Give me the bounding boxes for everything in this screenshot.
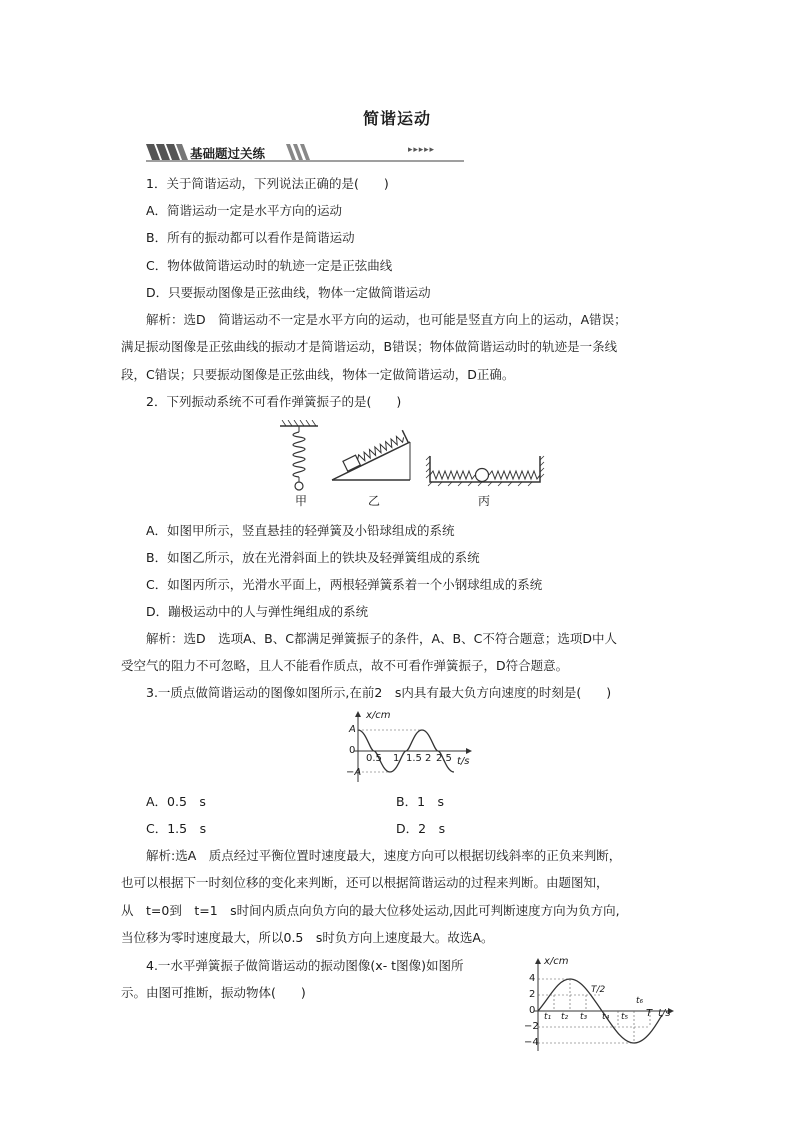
q1-explanation-2: 满足振动图像是正弦曲线的振动才是简谐运动，B错误；物体做简谐运动时的轨迹是一条线 [121, 339, 618, 354]
q4-ytick-neg2: −2 [524, 1021, 539, 1032]
q4-mark-period: T [646, 1008, 653, 1019]
incline-spring-diagram [332, 430, 410, 480]
q4-mark-t5: t₅ [621, 1012, 629, 1022]
q3-explanation-2: 也可以根据下一时刻位移的变化来判断，还可以根据简谐运动的过程来判断。由题图知， [121, 875, 609, 890]
q2-option-c: C．如图丙所示，光滑水平面上，两根轻弹簧系着一个小钢球组成的系统 [146, 577, 543, 592]
q4-ytick-4: 4 [529, 973, 536, 984]
q2-explanation-1: 解析：选D 选项A、B、C都满足弹簧振子的条件，A、B、C不符合题意；选项D中人 [146, 631, 617, 646]
q4-mark-half-period: T/2 [591, 985, 606, 995]
q2-option-b: B．如图乙所示，放在光滑斜面上的铁块及轻弹簧组成的系统 [146, 550, 480, 565]
banner-arrows: ▸ ▸ ▸ ▸ ▸ [408, 145, 434, 155]
q4-ylabel: x/cm [544, 956, 569, 967]
section-banner [146, 142, 464, 162]
q4-mark-t6: t₆ [636, 996, 644, 1006]
q3-option-b: B．1 s [396, 794, 445, 809]
q1-option-c: C．物体做简谐运动时的轨迹一定是正弦曲线 [146, 258, 393, 273]
q3-option-a: A．0.5 s [146, 794, 206, 809]
q4-ytick-0: 0 [529, 1005, 536, 1016]
q1-stem: 1．关于简谐运动，下列说法正确的是( ) [146, 176, 389, 191]
q3-xtick-2-5: 2.5 [436, 753, 452, 764]
q3-option-d: D．2 s [396, 821, 446, 836]
q1-option-d: D．只要振动图像是正弦曲线，物体一定做简谐运动 [146, 285, 431, 300]
q3-explanation-3: 从 t=0到 t=1 s时间内质点向负方向的最大位移处运动,因此可判断速度方向为负方向, [121, 903, 620, 918]
q4-mark-t3: t₃ [580, 1012, 588, 1022]
q3-explanation-4: 当位移为零时速度最大，所以0.5 s时负方向上速度最大。故选A。 [121, 930, 494, 945]
q3-xtick-2: 2 [425, 753, 432, 764]
q1-option-b: B．所有的振动都可以看作是简谐运动 [146, 230, 355, 245]
q2-option-a: A．如图甲所示，竖直悬挂的轻弹簧及小铅球组成的系统 [146, 523, 455, 538]
q4-stem-2: 示。由图可推断，振动物体( ) [121, 985, 306, 1000]
q3-option-c: C．1.5 s [146, 821, 207, 836]
q2-option-d: D．蹦极运动中的人与弹性绳组成的系统 [146, 604, 369, 619]
q1-option-a: A．简谐运动一定是水平方向的运动 [146, 203, 343, 218]
q2-explanation-2: 受空气的阻力不可忽略，且人不能看作质点，故不可看作弹簧振子，D符合题意。 [121, 658, 569, 673]
page-title: 简谐运动 [362, 109, 431, 128]
q3-xlabel: t/s [457, 756, 470, 767]
q4-mark-t2: t₂ [561, 1012, 569, 1022]
spring-vertical-diagram [280, 420, 318, 490]
q3-stem: 3.一质点做简谐运动的图像如图所示,在前2 s内具有最大负方向速度的时刻是( ) [146, 685, 612, 700]
q3-ytick-neg-a: −A [346, 767, 362, 778]
q4-stem-1: 4.一水平弹簧振子做简谐运动的振动图像(x- t图像)如图所 [146, 958, 464, 973]
q2-stem: 2．下列振动系统不可看作弹簧振子的是( ) [146, 394, 402, 409]
fig-label-bing: 丙 [478, 494, 491, 508]
q3-xtick-1-5: 1.5 [406, 753, 422, 764]
q1-explanation-1: 解析：选D 简谐运动不一定是水平方向的运动，也可能是竖直方向上的运动，A错误； [146, 312, 627, 327]
fig-label-jia: 甲 [295, 494, 308, 508]
q4-xlabel: t/s [658, 1008, 671, 1019]
q4-ytick-neg4: −4 [524, 1037, 539, 1048]
q2-figure [270, 420, 550, 520]
q3-ylabel: x/cm [366, 710, 391, 721]
fig-label-yi: 乙 [368, 494, 381, 508]
q4-ytick-2: 2 [529, 989, 536, 1000]
q4-mark-t4: t₄ [602, 1012, 610, 1022]
q3-xtick-0-5: 0.5 [366, 753, 382, 764]
q4-graph [520, 955, 680, 1055]
q3-ytick-a: A [349, 724, 356, 735]
q3-xtick-1: 1 [393, 753, 400, 764]
horizontal-springs-diagram [426, 456, 544, 486]
q1-explanation-3: 段，C错误；只要振动图像是正弦曲线，物体一定做简谐运动，D正确。 [121, 367, 515, 382]
section-label: 基础题过关练 [190, 146, 266, 161]
q4-mark-t1: t₁ [544, 1012, 552, 1022]
q3-explanation-1: 解析:选A 质点经过平衡位置时速度最大，速度方向可以根据切线斜率的正负来判断， [146, 848, 622, 863]
q3-ytick-0: 0 [349, 745, 356, 756]
